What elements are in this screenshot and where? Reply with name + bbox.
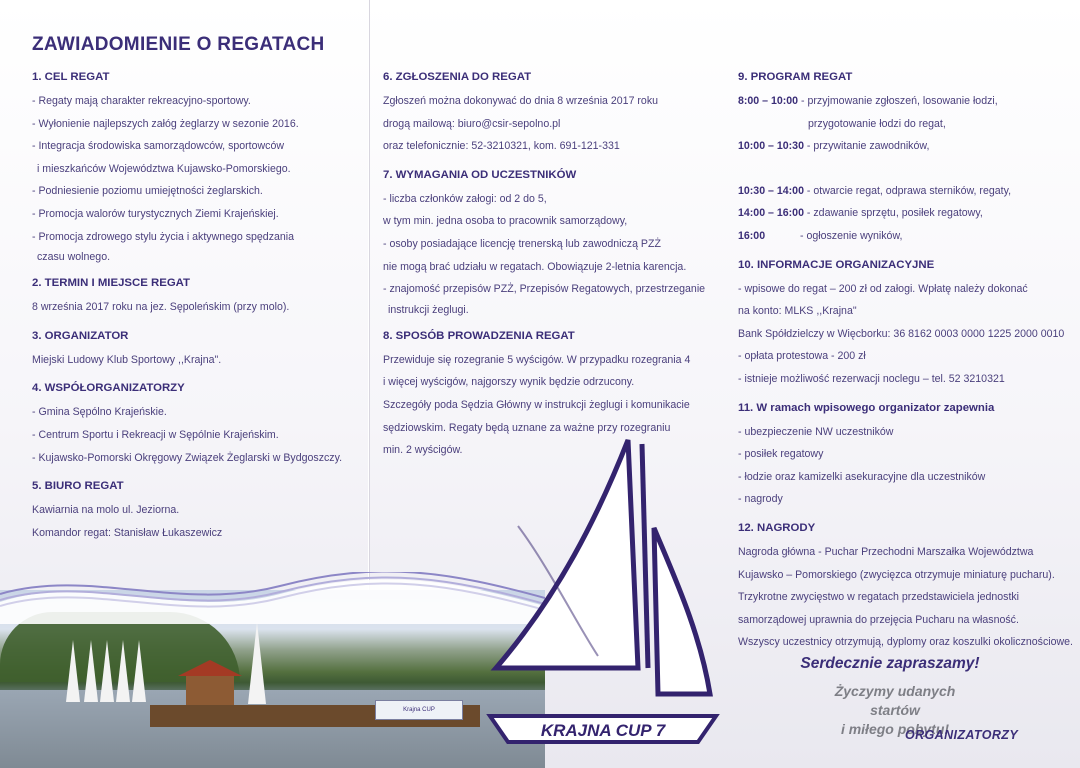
photo-banner: Krajna CUP	[375, 700, 463, 720]
text-line: oraz telefonicznie: 52-3210321, kom. 691-121-331	[383, 140, 620, 153]
program-time: 14:00 – 16:00	[738, 207, 804, 220]
section-heading: 1. CEL REGAT	[32, 71, 110, 83]
text-line: Komandor regat: Stanisław Łukaszewicz	[32, 526, 223, 539]
text-line: - opłata protestowa - 200 zł	[738, 350, 866, 363]
program-item	[738, 135, 1073, 158]
section-heading: 10. INFORMACJE ORGANIZACYJNE	[738, 258, 935, 271]
column-2	[383, 70, 718, 462]
section-heading: 7. WYMAGANIA OD UCZESTNIKÓW	[383, 168, 577, 181]
text-line: i więcej wyścigów, najgorszy wynik będzie odrzucony.	[383, 376, 635, 389]
text-line: - posiłek regatowy	[738, 448, 824, 461]
section-heading: 12. NAGRODY	[738, 521, 816, 534]
text-line: - Podniesienie poziomu umiejętności żeglarskich.	[32, 185, 263, 198]
text-line: czasu wolnego.	[37, 251, 111, 264]
text-line: - Gmina Sępólno Krajeńskie.	[32, 406, 167, 419]
program-item	[738, 225, 1073, 248]
logo-text: KRAJNA CUP 7	[540, 721, 666, 740]
program-item	[738, 180, 1073, 203]
text-line: i mieszkańców Województwa Kujawsko-Pomorskiego.	[37, 162, 291, 175]
section-heading: 8. SPOSÓB PROWADZENIA REGAT	[383, 329, 575, 342]
section-heading: 2. TERMIN I MIEJSCE REGAT	[32, 277, 191, 290]
text-line: Wszyscy uczestnicy otrzymują, dyplomy oraz koszulki okolicznościowe.	[738, 636, 1073, 649]
text-line: Kujawsko – Pomorskiego (zwycięzca otrzymuje miniaturę pucharu).	[738, 568, 1055, 581]
text-line: - Regaty mają charakter rekreacyjno-sportowy.	[32, 95, 251, 107]
program-text: - zdawanie sprzętu, posiłek regatowy,	[803, 207, 983, 220]
program-item	[738, 90, 1073, 113]
text-line: - osoby posiadające licencję trenerską lub zawodniczą PZŻ	[383, 237, 661, 250]
wish-line: Życzymy udanych startów	[834, 683, 956, 718]
text-line: - ubezpieczenie NW uczestników	[738, 425, 894, 438]
program-time: 10:30 – 14:00	[738, 184, 804, 197]
text-line: - Centrum Sportu i Rekreacji w Sępólnie Krajeńskim.	[32, 428, 279, 441]
text-line: - Kujawsko-Pomorski Okręgowy Związek Żeglarski w Bydgoszczy.	[32, 451, 343, 464]
text-line: Bank Spółdzielczy w Więcborku: 36 8162 0003 0000 1225 2000 0010	[738, 327, 1065, 340]
program-item	[738, 202, 1073, 225]
text-line: - łodzie oraz kamizelki asekuracyjne dla uczestników	[738, 470, 986, 483]
program-time: 10:00 – 10:30	[738, 140, 804, 153]
text-line: na konto: MLKS ,,Krajna"	[738, 305, 857, 318]
program-time: 16:00	[738, 229, 766, 242]
program-text: przygotowanie łodzi do regat,	[808, 117, 946, 130]
text-line: Trzykrotne zwycięstwo w regatach przedstawiciela jednostki	[738, 591, 1020, 604]
signature: ORGANIZATORZY	[905, 728, 1019, 742]
text-line: - Promocja walorów turystycznych Ziemi Krajeńskiej.	[32, 207, 279, 220]
text-line: 8 września 2017 roku na jez. Sępoleńskim (przy molo).	[32, 301, 290, 314]
text-line: drogą mailową: biuro@csir-sepolno.pl	[383, 117, 561, 130]
program-text: - przywitanie zawodników,	[803, 140, 930, 153]
program-item	[738, 113, 1073, 136]
text-line: samorządowej uprawnia do przejęcia Pucharu na własność.	[738, 613, 1019, 626]
invitation-text: Serdecznie zapraszamy!	[800, 655, 980, 672]
text-line: - liczba członków załogi: od 2 do 5,	[383, 192, 547, 205]
column-1	[32, 70, 362, 544]
text-line: - Promocja zdrowego stylu życia i aktywnego spędzania	[32, 230, 295, 243]
section-heading: 9. PROGRAM REGAT	[738, 71, 853, 83]
text-line: Nagroda główna - Puchar Przechodni Marszałka Województwa	[738, 545, 1034, 558]
text-line: - wpisowe do regat – 200 zł od załogi. Wpłatę należy dokonać	[738, 282, 1028, 295]
section-heading: 6. ZGŁOSZENIA DO REGAT	[383, 71, 532, 83]
text-line: - nagrody	[738, 493, 783, 506]
text-line: min. 2 wyścigów.	[383, 444, 463, 457]
column-3	[738, 70, 1073, 654]
text-line: Zgłoszeń można dokonywać do dnia 8 września 2017 roku	[383, 95, 659, 107]
program-text: - otwarcie regat, odprawa sterników, regaty,	[803, 184, 1012, 197]
text-line: Przewiduje się rozegranie 5 wyścigów. W przypadku rozegrania 4	[383, 353, 691, 366]
text-line: Szczegóły poda Sędzia Główny w instrukcji żeglugi i komunikacie	[383, 398, 690, 411]
program-text: - przyjmowanie zgłoszeń, losowanie łodzi,	[798, 95, 998, 107]
section-heading: 5. BIURO REGAT	[32, 480, 124, 493]
program-time: 8:00 – 10:00	[738, 95, 799, 107]
text-line: Miejski Ludowy Klub Sportowy ,,Krajna".	[32, 353, 222, 366]
sailboat-logo	[478, 436, 723, 756]
document-title: ZAWIADOMIENIE O REGATACH	[32, 34, 325, 55]
wish-line: i miłego pobytu!	[840, 721, 950, 737]
section-heading: 3. ORGANIZATOR	[32, 329, 129, 342]
text-line: - znajomość przepisów PZŻ, Przepisów Regatowych, przestrzeganie	[383, 283, 706, 296]
gazebo	[186, 676, 234, 706]
lake-water	[0, 690, 545, 768]
text-line: sędziowskim. Regaty będą uznane za ważne przy rozegraniu	[383, 421, 671, 434]
section-heading: 4. WSPÓŁORGANIZATORZY	[32, 382, 185, 395]
text-line: - Wyłonienie najlepszych załóg żeglarzy w sezonie 2016.	[32, 117, 299, 130]
text-line: Kawiarnia na molo ul. Jeziorna.	[32, 504, 180, 517]
section-heading: 11. W ramach wpisowego organizator zapewnia	[738, 401, 995, 414]
text-line: instrukcji żeglugi.	[388, 303, 469, 316]
text-line: nie mogą brać udziału w regatach. Obowiązuje 2-letnia karencja.	[383, 260, 687, 273]
text-line: - istnieje możliwość rezerwacji noclegu – tel. 52 3210321	[738, 372, 1005, 385]
program-text: - ogłoszenie wyników,	[800, 229, 903, 242]
text-line: - Integracja środowiska samorządowców, sportowców	[32, 140, 284, 153]
wave-decoration	[0, 572, 545, 624]
text-line: w tym min. jedna osoba to pracownik samorządowy,	[383, 215, 628, 228]
